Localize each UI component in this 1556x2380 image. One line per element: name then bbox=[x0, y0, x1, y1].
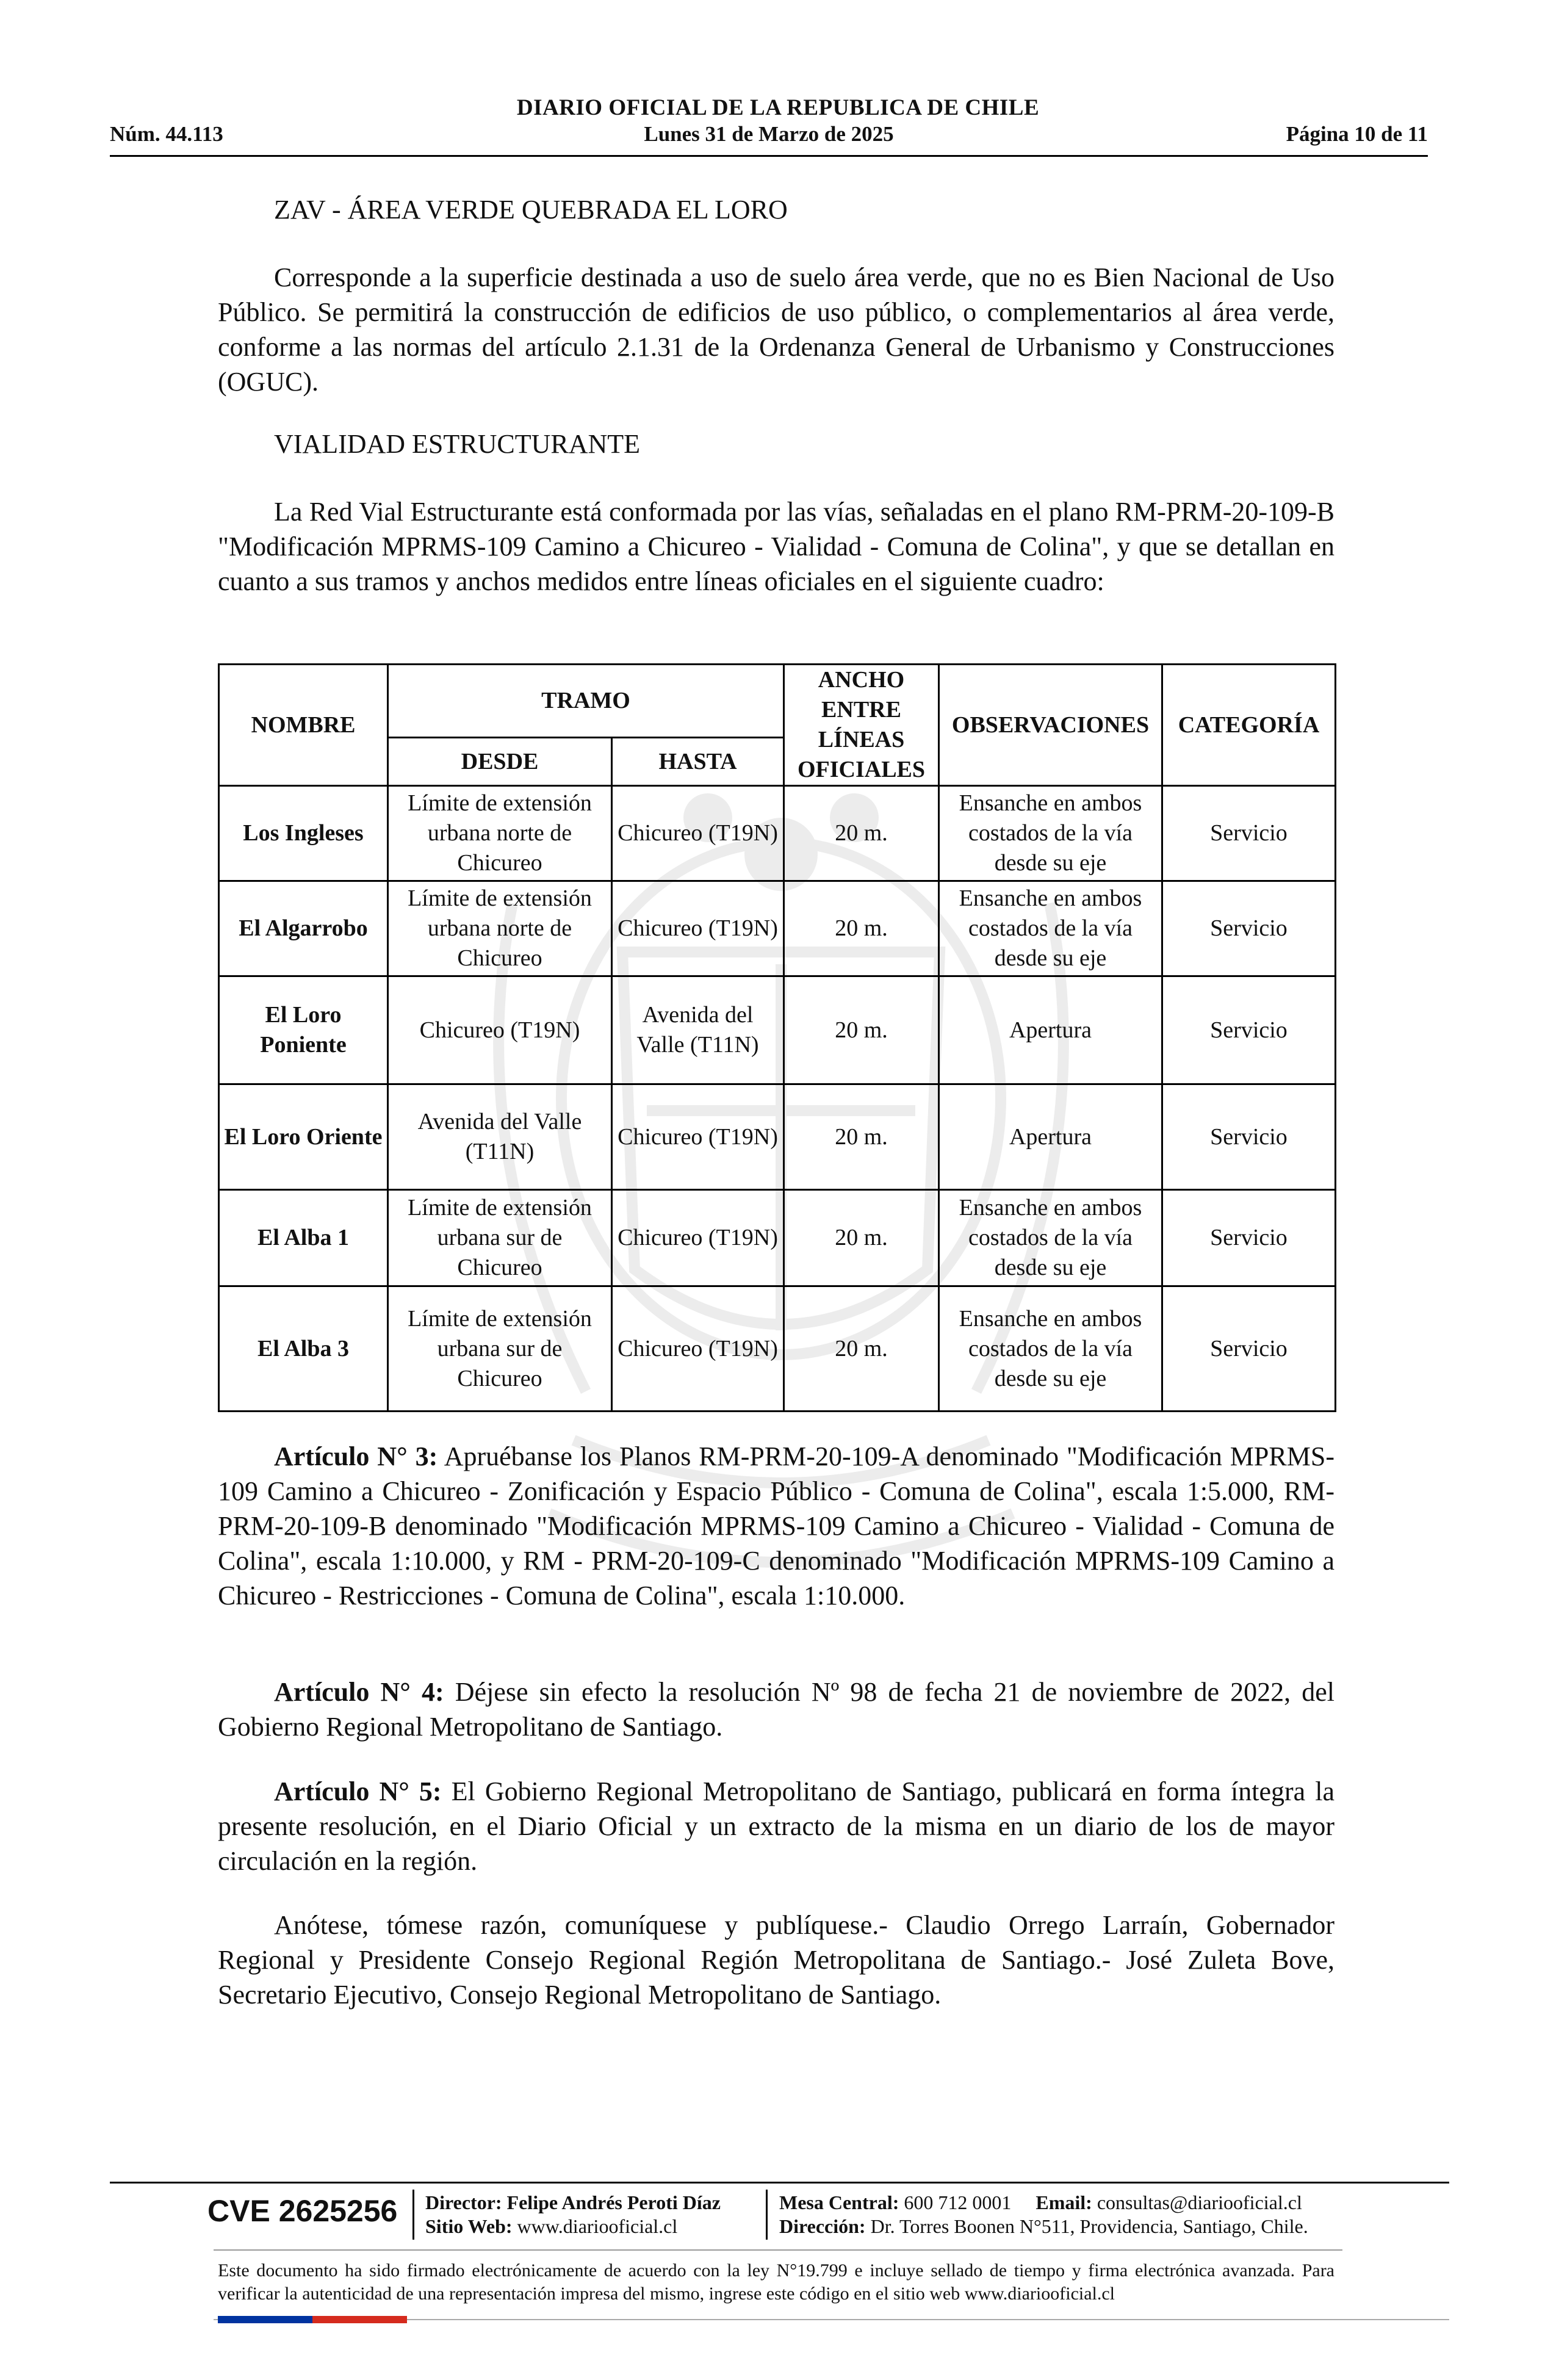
cell-nombre: El Alba 3 bbox=[219, 1286, 388, 1412]
cell-ancho: 20 m. bbox=[784, 1286, 939, 1412]
vialidad-paragraph: La Red Vial Estructurante está conformada por las vías, señaladas en el plano RM-PRM-20-109-B "Modificación MPRMS-109 Camino a Chicureo - Vialidad - Comuna de Colina", y que se detallan en cuanto a sus tramos y anchos medidos entre líneas oficiales en el siguiente cuadro: bbox=[218, 497, 1334, 596]
cve-code: CVE 2625256 bbox=[207, 2194, 398, 2228]
cell-desde: Avenida del Valle (T11N) bbox=[388, 1084, 612, 1190]
newspaper-title: DIARIO OFICIAL DE LA REPUBLICA DE CHILE bbox=[516, 95, 1040, 120]
cell-observaciones: Apertura bbox=[939, 1084, 1162, 1190]
cell-ancho: 20 m. bbox=[784, 786, 939, 881]
cell-observaciones: Apertura bbox=[939, 976, 1162, 1084]
cell-observaciones: Ensanche en ambos costados de la vía desde su eje bbox=[939, 1286, 1162, 1412]
article-3-text: Apruébanse los Planos RM-PRM-20-109-A denominado "Modificación MPRMS-109 Camino a Chicureo - Zonificación y Espacio Público - Comuna de Colina", escala 1:5.000, RM-PRM-20-109-B denominado "Modificación MPRMS-109 Camino a Chicureo - Vialidad - Comuna de Colina", escala 1:10.000, y RM - PRM-20-109-C denominado "Modificación MPRMS-109 Camino a Chicureo - Restricciones - Comuna de Colina", escala 1:10.000. bbox=[218, 1441, 1334, 1610]
website-label: Sitio Web: bbox=[425, 2215, 513, 2237]
article-3-label: Artículo N° 3: bbox=[274, 1441, 438, 1471]
footer-thin-divider bbox=[214, 2249, 1342, 2251]
col-header-nombre: NOMBRE bbox=[219, 665, 388, 786]
cell-hasta: Chicureo (T19N) bbox=[612, 786, 784, 881]
table-row bbox=[219, 1084, 1336, 1190]
cell-desde: Límite de extensión urbana norte de Chicureo bbox=[388, 881, 612, 976]
legal-notice: Este documento ha sido firmado electrónicamente de acuerdo con la ley N°19.799 e incluye sellado de tiempo y firma electrónica avanzada. Para verificar la autenticidad de una representación impresa del mismo, ingrese este código en el sitio web www.diariooficial.cl bbox=[218, 2260, 1334, 2304]
col-header-tramo: TRAMO bbox=[388, 665, 784, 738]
cell-hasta: Chicureo (T19N) bbox=[612, 1286, 784, 1412]
website-link[interactable]: www.diariooficial.cl bbox=[517, 2215, 678, 2237]
table-row bbox=[219, 1190, 1336, 1286]
cell-observaciones: Ensanche en ambos costados de la vía desde su eje bbox=[939, 786, 1162, 881]
article-4 bbox=[218, 1675, 1334, 1744]
page-indicator: Página 10 de 11 bbox=[1286, 122, 1428, 146]
issue-date: Lunes 31 de Marzo de 2025 bbox=[644, 122, 894, 146]
flag-color-bar bbox=[218, 2316, 407, 2323]
cell-desde: Límite de extensión urbana sur de Chicureo bbox=[388, 1190, 612, 1286]
email-link[interactable]: consultas@diariooficial.cl bbox=[1097, 2191, 1302, 2213]
closing-paragraph: Anótese, tómese razón, comuníquese y publíquese.- Claudio Orrego Larraín, Gobernador Regional y Presidente Consejo Regional Región Metropolitana de Santiago.- José Zuleta Bove, Secretario Ejecutivo, Consejo Regional Metropolitano de Santiago. bbox=[218, 1910, 1334, 2010]
cell-hasta: Chicureo (T19N) bbox=[612, 881, 784, 976]
cell-nombre: El Alba 1 bbox=[219, 1190, 388, 1286]
issue-number: Núm. 44.113 bbox=[110, 122, 223, 146]
cell-ancho: 20 m. bbox=[784, 1084, 939, 1190]
address-text: Dr. Torres Boonen N°511, Providencia, Santiago, Chile. bbox=[870, 2215, 1308, 2237]
header-divider bbox=[110, 155, 1428, 157]
table-row bbox=[219, 786, 1336, 881]
zav-heading: ZAV - ÁREA VERDE QUEBRADA EL LORO bbox=[274, 195, 788, 225]
cell-hasta: Chicureo (T19N) bbox=[612, 1084, 784, 1190]
cell-desde: Límite de extensión urbana norte de Chicureo bbox=[388, 786, 612, 881]
cell-ancho: 20 m. bbox=[784, 976, 939, 1084]
article-4-text: Déjese sin efecto la resolución Nº 98 de fecha 21 de noviembre de 2022, del Gobierno Regional Metropolitano de Santiago. bbox=[218, 1677, 1334, 1742]
cell-hasta: Avenida del Valle (T11N) bbox=[612, 976, 784, 1084]
article-5-text: El Gobierno Regional Metropolitano de Santiago, publicará en forma íntegra la presente resolución, en el Diario Oficial y un extracto de la misma en un diario de los de mayor circulación en la región. bbox=[218, 1776, 1334, 1876]
col-header-hasta: HASTA bbox=[612, 738, 784, 786]
director-label: Director: bbox=[425, 2191, 502, 2213]
footer-contact-block bbox=[779, 2191, 1308, 2238]
cell-categoria: Servicio bbox=[1162, 1190, 1336, 1286]
phone-label: Mesa Central: bbox=[779, 2191, 899, 2213]
flag-segment bbox=[218, 2316, 312, 2323]
vialidad-heading: VIALIDAD ESTRUCTURANTE bbox=[274, 429, 641, 459]
vialidad-table bbox=[218, 663, 1336, 1412]
article-5 bbox=[218, 1774, 1334, 1878]
cell-categoria: Servicio bbox=[1162, 881, 1336, 976]
cell-ancho: 20 m. bbox=[784, 881, 939, 976]
email-label: Email: bbox=[1036, 2191, 1092, 2213]
phone-number: 600 712 0001 bbox=[904, 2191, 1012, 2213]
cell-categoria: Servicio bbox=[1162, 976, 1336, 1084]
cell-categoria: Servicio bbox=[1162, 1084, 1336, 1190]
col-header-ancho: ANCHO ENTRE LÍNEAS OFICIALES bbox=[784, 665, 939, 786]
footer-director-block bbox=[425, 2191, 721, 2238]
cell-nombre: El Loro Oriente bbox=[219, 1084, 388, 1190]
article-4-label: Artículo N° 4: bbox=[274, 1677, 444, 1707]
cell-nombre: El Loro Poniente bbox=[219, 976, 388, 1084]
table-row bbox=[219, 976, 1336, 1084]
cell-observaciones: Ensanche en ambos costados de la vía desde su eje bbox=[939, 1190, 1162, 1286]
col-header-observaciones: OBSERVACIONES bbox=[939, 665, 1162, 786]
cell-ancho: 20 m. bbox=[784, 1190, 939, 1286]
article-5-label: Artículo N° 5: bbox=[274, 1776, 442, 1806]
cell-categoria: Servicio bbox=[1162, 1286, 1336, 1412]
cell-nombre: El Algarrobo bbox=[219, 881, 388, 976]
director-name: Felipe Andrés Peroti Díaz bbox=[506, 2191, 721, 2213]
address-label: Dirección: bbox=[779, 2215, 866, 2237]
footer-separator bbox=[412, 2190, 414, 2240]
zav-paragraph: Corresponde a la superficie destinada a uso de suelo área verde, que no es Bien Nacional de Uso Público. Se permitirá la construcción de edificios de uso público, o complementarios al área verde, conforme a las normas del artículo 2.1.31 de la Ordenanza General de Urbanismo y Construcciones (OGUC). bbox=[218, 262, 1334, 397]
footer-divider bbox=[110, 2182, 1449, 2183]
col-header-categoria: CATEGORÍA bbox=[1162, 665, 1336, 786]
table-row bbox=[219, 1286, 1336, 1412]
article-3 bbox=[218, 1439, 1334, 1613]
cell-desde: Límite de extensión urbana sur de Chicureo bbox=[388, 1286, 612, 1412]
col-header-desde: DESDE bbox=[388, 738, 612, 786]
cell-nombre: Los Ingleses bbox=[219, 786, 388, 881]
footer-separator bbox=[766, 2190, 768, 2240]
cell-categoria: Servicio bbox=[1162, 786, 1336, 881]
cell-hasta: Chicureo (T19N) bbox=[612, 1190, 784, 1286]
cell-desde: Chicureo (T19N) bbox=[388, 976, 612, 1084]
flag-segment bbox=[312, 2316, 407, 2323]
table-row bbox=[219, 881, 1336, 976]
cell-observaciones: Ensanche en ambos costados de la vía desde su eje bbox=[939, 881, 1162, 976]
